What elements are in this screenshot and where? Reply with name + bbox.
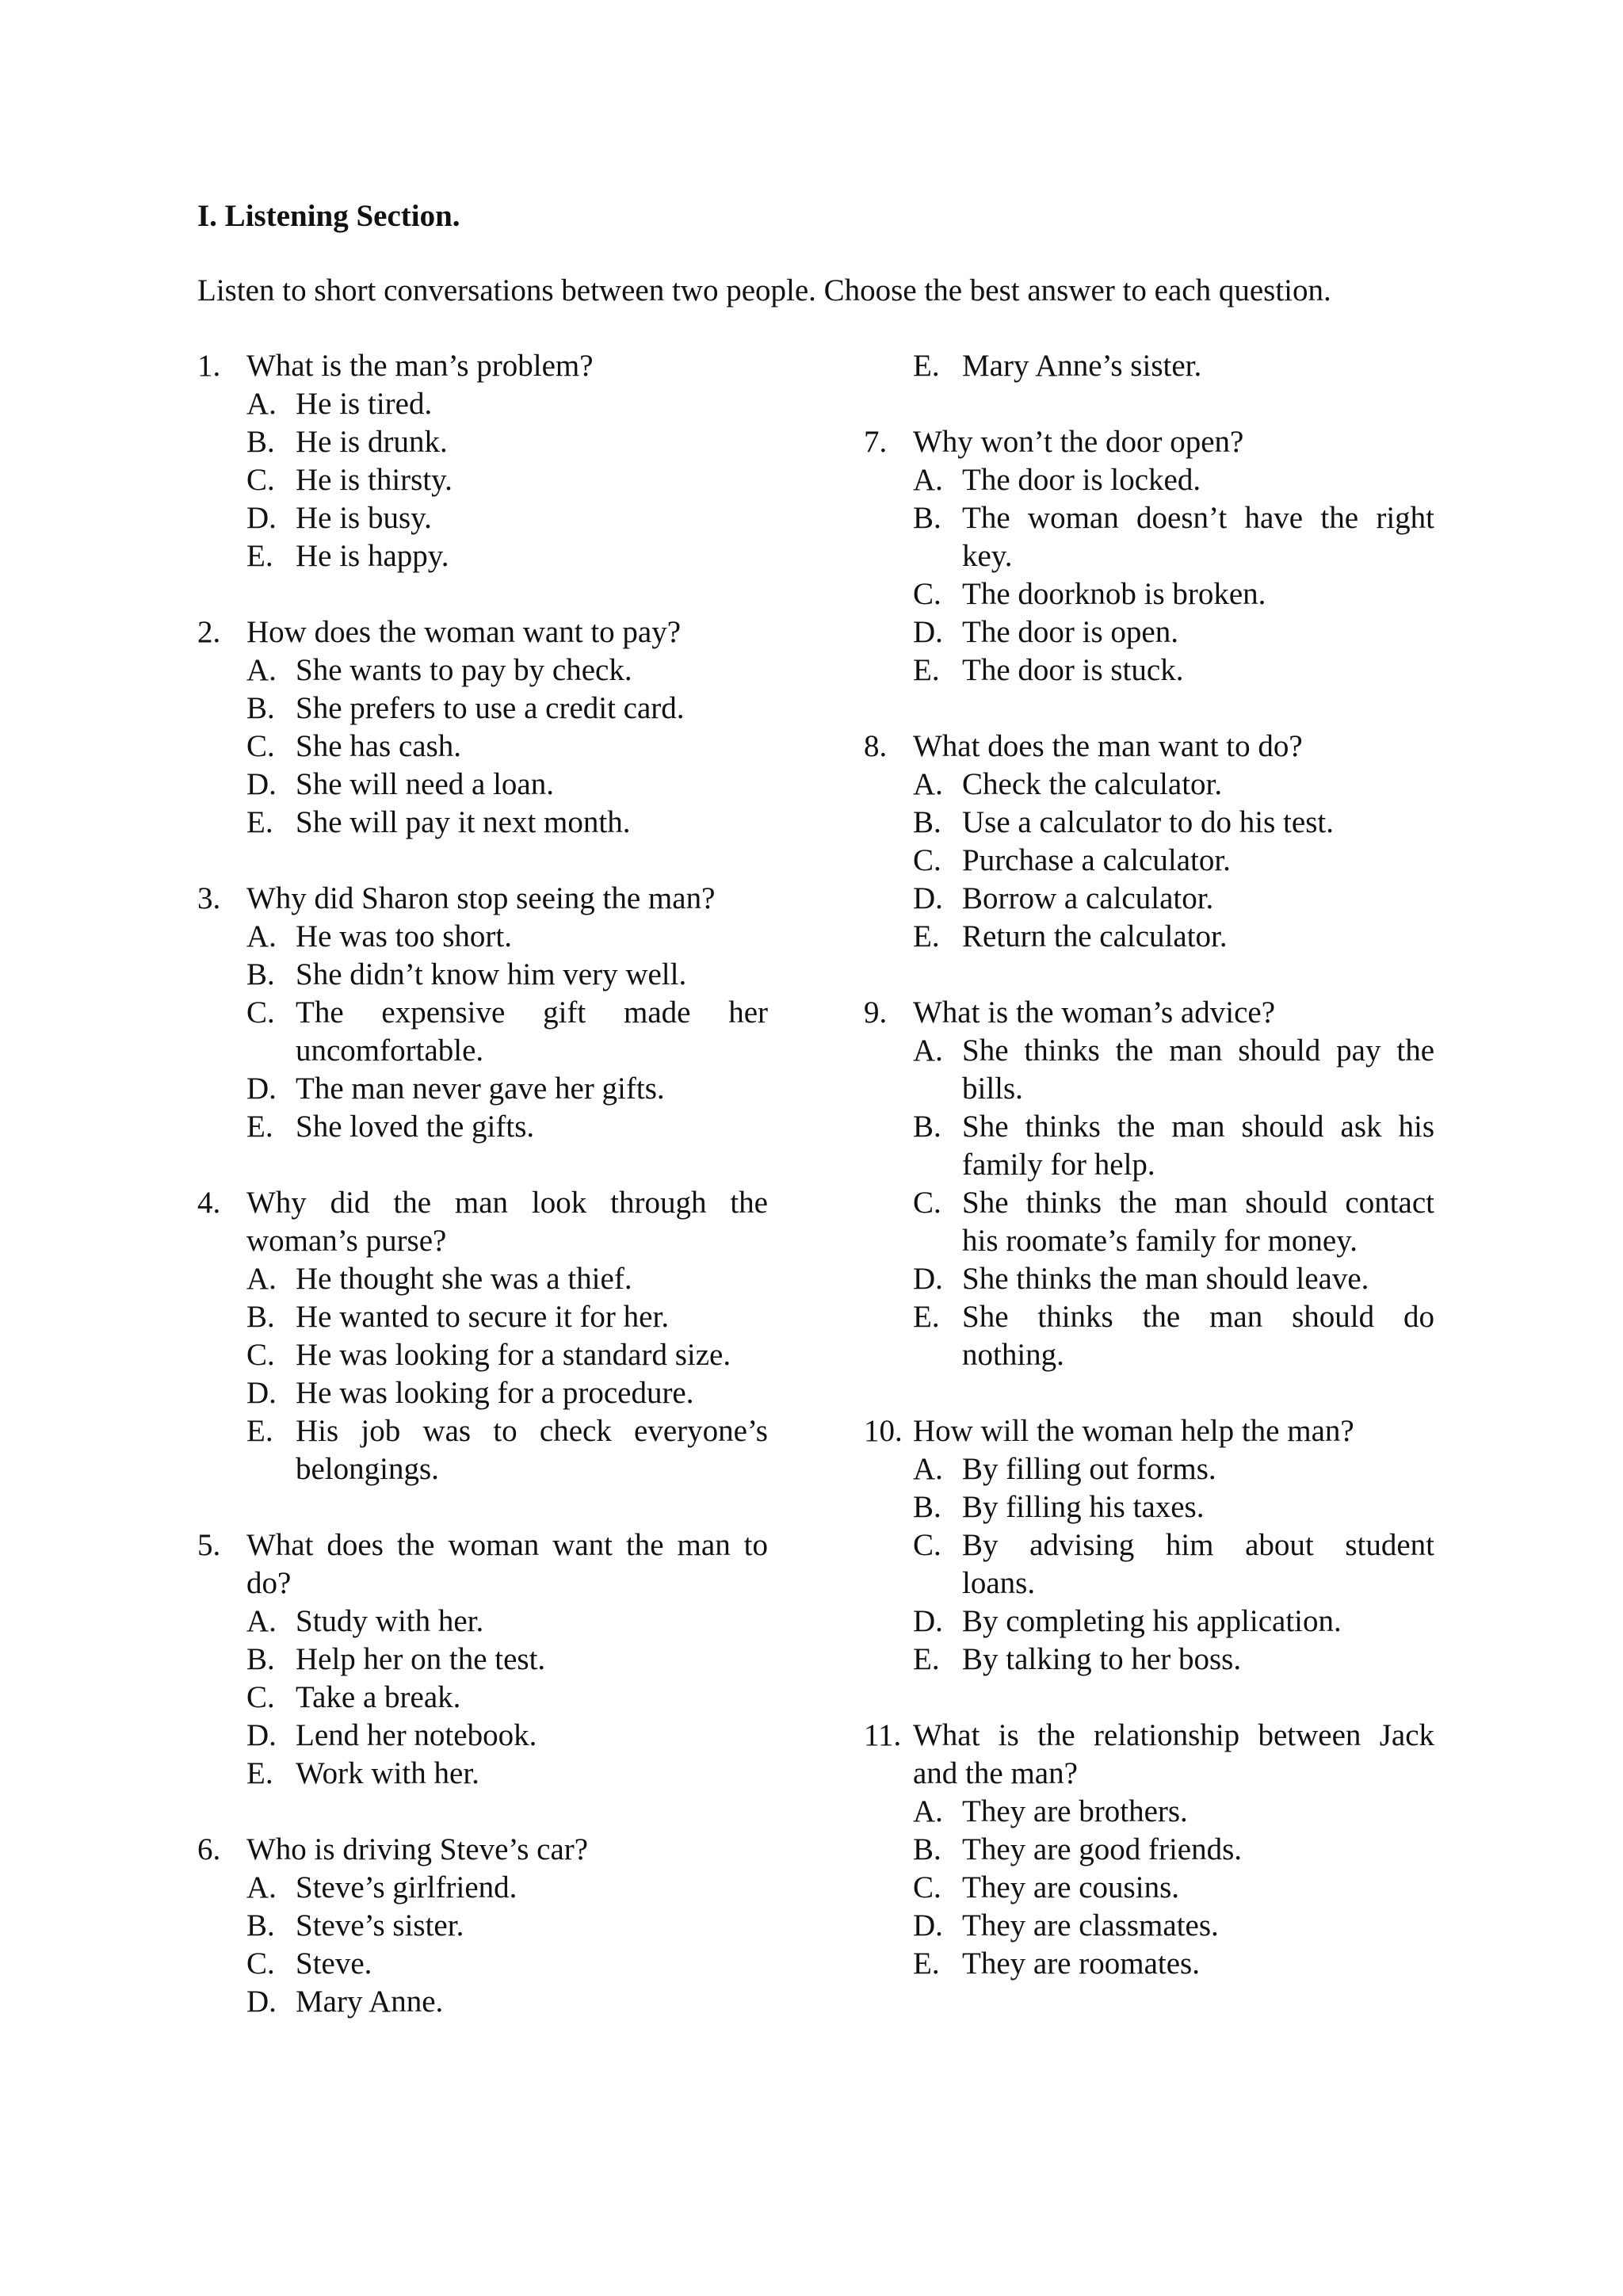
- question-number: 1.: [197, 349, 221, 383]
- option-text: The door is locked.: [962, 463, 1201, 497]
- option-text: Mary Anne’s sister.: [962, 349, 1202, 383]
- question-stem: [197, 347, 768, 385]
- option-letter: E.: [913, 1642, 940, 1676]
- option-text: Check the calculator.: [962, 767, 1223, 801]
- option-text-line: family for help.: [962, 1148, 1155, 1182]
- question-text: What is the man’s problem?: [246, 349, 594, 383]
- option-letter: E.: [913, 1300, 940, 1334]
- answer-option: [913, 1793, 1434, 1831]
- option-letter: A.: [246, 1262, 277, 1296]
- answer-option: [913, 1108, 1434, 1184]
- option-text-line: nothing.: [962, 1338, 1064, 1372]
- option-list: [864, 1793, 1434, 1983]
- answer-option: [246, 766, 768, 804]
- option-letter: A.: [246, 1604, 277, 1638]
- option-text: She didn’t know him very well.: [296, 957, 687, 991]
- option-text: Study with her.: [296, 1604, 484, 1638]
- option-list: [197, 385, 768, 575]
- question-text-line: What is the relationship between Jack: [913, 1718, 1434, 1752]
- option-text: [962, 499, 1434, 575]
- question-item: [197, 880, 768, 1146]
- option-list: [197, 651, 768, 842]
- answer-option: [913, 613, 1434, 651]
- answer-option: [913, 461, 1434, 499]
- option-text: She prefers to use a credit card.: [296, 691, 685, 725]
- answer-option: [913, 1603, 1434, 1641]
- question-text: [246, 1184, 768, 1260]
- answer-option: [246, 1336, 768, 1374]
- answer-option: [246, 690, 768, 728]
- option-letter: B.: [246, 957, 275, 991]
- option-letter: E.: [246, 539, 273, 573]
- question-item: [864, 347, 1434, 385]
- option-letter: E.: [913, 349, 940, 383]
- option-letter: A.: [246, 1870, 277, 1904]
- option-text: She wants to pay by check.: [296, 653, 632, 687]
- question-text: How does the woman want to pay?: [246, 615, 682, 649]
- question-stem: [197, 613, 768, 651]
- answer-option: [246, 1298, 768, 1336]
- question-number: 4.: [197, 1186, 221, 1220]
- question-text: Why won’t the door open?: [913, 425, 1244, 459]
- option-letter: C.: [913, 577, 941, 611]
- answer-option: [913, 842, 1434, 880]
- option-list: [197, 1260, 768, 1488]
- option-text: They are cousins.: [962, 1870, 1179, 1904]
- question-text-line: woman’s purse?: [246, 1224, 447, 1258]
- option-text-line: The expensive gift made her: [296, 995, 768, 1030]
- option-list: [864, 1450, 1434, 1679]
- answer-option: [913, 918, 1434, 956]
- answer-option: [246, 423, 768, 461]
- answer-option: [246, 1641, 768, 1679]
- option-text-line: loans.: [962, 1566, 1036, 1600]
- answer-option: [913, 1641, 1434, 1679]
- answer-option: [246, 1945, 768, 1983]
- option-letter: A.: [246, 653, 277, 687]
- option-text-line: She thinks the man should pay the: [962, 1033, 1434, 1068]
- option-text: [296, 994, 768, 1070]
- option-letter: D.: [913, 1908, 943, 1943]
- answer-option: [246, 728, 768, 766]
- option-text: They are roomates.: [962, 1946, 1200, 1981]
- answer-option: [246, 461, 768, 499]
- question-number: 11.: [864, 1718, 902, 1752]
- option-letter: A.: [913, 1452, 943, 1486]
- answer-option: [246, 499, 768, 537]
- option-letter: D.: [246, 501, 277, 535]
- option-text: Steve’s sister.: [296, 1908, 464, 1943]
- answer-option: [913, 1260, 1434, 1298]
- answer-option: [913, 1488, 1434, 1526]
- question-number: 9.: [864, 995, 888, 1030]
- option-text-line: The woman doesn’t have the right: [962, 501, 1434, 535]
- option-letter: D.: [913, 881, 943, 915]
- option-text-line: His job was to check everyone’s: [296, 1414, 768, 1448]
- option-letter: A.: [913, 1033, 943, 1068]
- question-number: 3.: [197, 881, 221, 915]
- option-text: The door is stuck.: [962, 653, 1184, 687]
- option-letter: C.: [913, 1870, 941, 1904]
- question-text: [246, 1526, 768, 1603]
- question-text-line: and the man?: [913, 1756, 1078, 1790]
- option-text: He is happy.: [296, 539, 449, 573]
- answer-option: [246, 1260, 768, 1298]
- option-list: [864, 766, 1434, 956]
- option-text-line: By advising him about student: [962, 1528, 1434, 1562]
- option-letter: B.: [246, 425, 275, 459]
- question-item: [864, 1412, 1434, 1679]
- option-text: Lend her notebook.: [296, 1718, 537, 1752]
- option-text: Return the calculator.: [962, 919, 1228, 953]
- option-letter: C.: [246, 463, 275, 497]
- question-stem: [197, 1831, 768, 1869]
- option-letter: E.: [913, 919, 940, 953]
- option-letter: C.: [246, 995, 275, 1030]
- option-text: [962, 1298, 1434, 1374]
- question-item: [864, 728, 1434, 956]
- option-text: [962, 1032, 1434, 1108]
- option-letter: C.: [246, 1338, 275, 1372]
- option-list: [197, 1869, 768, 2021]
- answer-option: [246, 537, 768, 575]
- left-column: [197, 347, 768, 2021]
- answer-option: [913, 1945, 1434, 1983]
- option-text-line: his roomate’s family for money.: [962, 1224, 1358, 1258]
- option-list: [864, 461, 1434, 690]
- option-letter: B.: [246, 1300, 275, 1334]
- option-letter: D.: [246, 1376, 277, 1410]
- option-list: [197, 918, 768, 1146]
- option-text: He thought she was a thief.: [296, 1262, 632, 1296]
- option-list: [864, 347, 1434, 385]
- question-item: [197, 1526, 768, 1793]
- option-letter: C.: [913, 1528, 941, 1562]
- option-text: They are good friends.: [962, 1832, 1243, 1866]
- option-text: She thinks the man should leave.: [962, 1262, 1369, 1296]
- option-letter: D.: [913, 1604, 943, 1638]
- option-text: By completing his application.: [962, 1604, 1342, 1638]
- option-text: The door is open.: [962, 615, 1178, 649]
- option-letter: B.: [246, 691, 275, 725]
- option-text: Take a break.: [296, 1680, 461, 1714]
- option-letter: C.: [246, 1946, 275, 1981]
- instructions: Listen to short conversations between two people. Choose the best answer to each question.: [197, 273, 1331, 308]
- question-text: What does the man want to do?: [913, 729, 1303, 763]
- question-stem: [864, 423, 1434, 461]
- answer-option: [246, 994, 768, 1070]
- question-number: 6.: [197, 1832, 221, 1866]
- option-text: He was too short.: [296, 919, 512, 953]
- question-stem: [864, 1717, 1434, 1793]
- option-text: Purchase a calculator.: [962, 843, 1231, 877]
- option-text: He is busy.: [296, 501, 432, 535]
- option-text: He was looking for a standard size.: [296, 1338, 731, 1372]
- answer-option: [913, 651, 1434, 690]
- option-text: By filling his taxes.: [962, 1490, 1205, 1524]
- option-text: He wanted to secure it for her.: [296, 1300, 670, 1334]
- option-letter: D.: [246, 1072, 277, 1106]
- question-item: [197, 1184, 768, 1488]
- option-letter: E.: [246, 1756, 273, 1790]
- option-text-line: uncomfortable.: [296, 1033, 484, 1068]
- answer-option: [913, 575, 1434, 613]
- answer-option: [913, 880, 1434, 918]
- option-text: She will pay it next month.: [296, 805, 631, 839]
- answer-option: [246, 1070, 768, 1108]
- answer-option: [913, 1907, 1434, 1945]
- option-text: Steve.: [296, 1946, 372, 1981]
- option-text: [296, 1412, 768, 1488]
- answer-option: [246, 385, 768, 423]
- question-number: 8.: [864, 729, 888, 763]
- question-text: [913, 1717, 1434, 1793]
- option-text: The doorknob is broken.: [962, 577, 1266, 611]
- option-letter: B.: [913, 805, 941, 839]
- answer-option: [246, 804, 768, 842]
- option-text-line: bills.: [962, 1072, 1023, 1106]
- option-text-line: She thinks the man should contact: [962, 1186, 1434, 1220]
- question-number: 5.: [197, 1528, 221, 1562]
- question-text: How will the woman help the man?: [913, 1414, 1354, 1448]
- option-text: Help her on the test.: [296, 1642, 546, 1676]
- option-letter: E.: [246, 805, 273, 839]
- option-text: Mary Anne.: [296, 1985, 444, 2019]
- answer-option: [246, 1374, 768, 1412]
- question-item: [864, 1717, 1434, 1983]
- question-item: [197, 1831, 768, 2021]
- option-letter: D.: [913, 615, 943, 649]
- option-letter: B.: [246, 1908, 275, 1943]
- answer-option: [246, 1603, 768, 1641]
- question-stem: [197, 880, 768, 918]
- answer-option: [913, 1869, 1434, 1907]
- option-letter: D.: [246, 767, 277, 801]
- question-stem: [864, 1412, 1434, 1450]
- option-letter: A.: [913, 1794, 943, 1828]
- option-letter: A.: [246, 387, 277, 421]
- option-letter: C.: [913, 1186, 941, 1220]
- question-text-line: Why did the man look through the: [246, 1186, 768, 1220]
- option-list: [197, 1603, 768, 1793]
- answer-option: [913, 1184, 1434, 1260]
- option-text: He is thirsty.: [296, 463, 453, 497]
- answer-option: [913, 804, 1434, 842]
- option-letter: E.: [913, 653, 940, 687]
- answer-option: [913, 499, 1434, 575]
- answer-option: [246, 1679, 768, 1717]
- answer-option: [913, 1450, 1434, 1488]
- option-text: He is tired.: [296, 387, 433, 421]
- question-number: 10.: [864, 1414, 903, 1448]
- option-text: [962, 1184, 1434, 1260]
- option-text: They are classmates.: [962, 1908, 1219, 1943]
- option-letter: E.: [246, 1110, 273, 1144]
- option-text: She has cash.: [296, 729, 462, 763]
- option-letter: B.: [913, 1110, 941, 1144]
- question-text: Why did Sharon stop seeing the man?: [246, 881, 716, 915]
- answer-option: [913, 1831, 1434, 1869]
- option-letter: A.: [246, 919, 277, 953]
- option-text: By filling out forms.: [962, 1452, 1216, 1486]
- answer-option: [913, 1526, 1434, 1603]
- option-letter: C.: [913, 843, 941, 877]
- option-letter: A.: [913, 767, 943, 801]
- answer-option: [246, 956, 768, 994]
- answer-option: [246, 1869, 768, 1907]
- question-text: Who is driving Steve’s car?: [246, 1832, 589, 1866]
- answer-option: [913, 1298, 1434, 1374]
- option-letter: B.: [913, 501, 941, 535]
- question-stem: [197, 1184, 768, 1260]
- option-text: Borrow a calculator.: [962, 881, 1214, 915]
- question-item: [864, 994, 1434, 1374]
- right-column: [864, 347, 1434, 2021]
- question-number: 2.: [197, 615, 221, 649]
- question-stem: [864, 728, 1434, 766]
- option-text: Steve’s girlfriend.: [296, 1870, 517, 1904]
- answer-option: [246, 1983, 768, 2021]
- option-letter: C.: [246, 729, 275, 763]
- option-text: Use a calculator to do his test.: [962, 805, 1334, 839]
- option-text: He was looking for a procedure.: [296, 1376, 694, 1410]
- option-text-line: She thinks the man should do: [962, 1300, 1434, 1334]
- answer-option: [246, 1108, 768, 1146]
- option-letter: A.: [913, 463, 943, 497]
- option-text: She loved the gifts.: [296, 1110, 535, 1144]
- option-text: They are brothers.: [962, 1794, 1188, 1828]
- option-text-line: belongings.: [296, 1452, 439, 1486]
- option-text: Work with her.: [296, 1756, 479, 1790]
- option-letter: C.: [246, 1680, 275, 1714]
- answer-option: [246, 651, 768, 690]
- option-text: By talking to her boss.: [962, 1642, 1242, 1676]
- question-text: What is the woman’s advice?: [913, 995, 1276, 1030]
- answer-option: [246, 1907, 768, 1945]
- question-number: 7.: [864, 425, 888, 459]
- question-item: [197, 347, 768, 575]
- question-text-line: do?: [246, 1566, 292, 1600]
- answer-option: [913, 347, 1434, 385]
- answer-option: [246, 1755, 768, 1793]
- answer-option: [913, 1032, 1434, 1108]
- answer-option: [246, 1717, 768, 1755]
- question-item: [197, 613, 768, 842]
- option-letter: E.: [246, 1414, 273, 1448]
- question-text-line: What does the woman want the man to: [246, 1528, 768, 1562]
- option-text: [962, 1526, 1434, 1603]
- option-text: She will need a loan.: [296, 767, 554, 801]
- option-text-line: She thinks the man should ask his: [962, 1110, 1434, 1144]
- option-text: [962, 1108, 1434, 1184]
- section-title: I. Listening Section.: [197, 199, 460, 233]
- option-letter: E.: [913, 1946, 940, 1981]
- question-item: [864, 423, 1434, 690]
- option-letter: D.: [246, 1718, 277, 1752]
- option-letter: B.: [246, 1642, 275, 1676]
- option-text: The man never gave her gifts.: [296, 1072, 665, 1106]
- answer-option: [246, 1412, 768, 1488]
- option-letter: B.: [913, 1832, 941, 1866]
- answer-option: [913, 766, 1434, 804]
- option-text: He is drunk.: [296, 425, 448, 459]
- answer-option: [246, 918, 768, 956]
- question-stem: [864, 994, 1434, 1032]
- option-letter: D.: [913, 1262, 943, 1296]
- option-letter: D.: [246, 1985, 277, 2019]
- option-list: [864, 1032, 1434, 1374]
- option-text-line: key.: [962, 539, 1013, 573]
- question-stem: [197, 1526, 768, 1603]
- option-letter: B.: [913, 1490, 941, 1524]
